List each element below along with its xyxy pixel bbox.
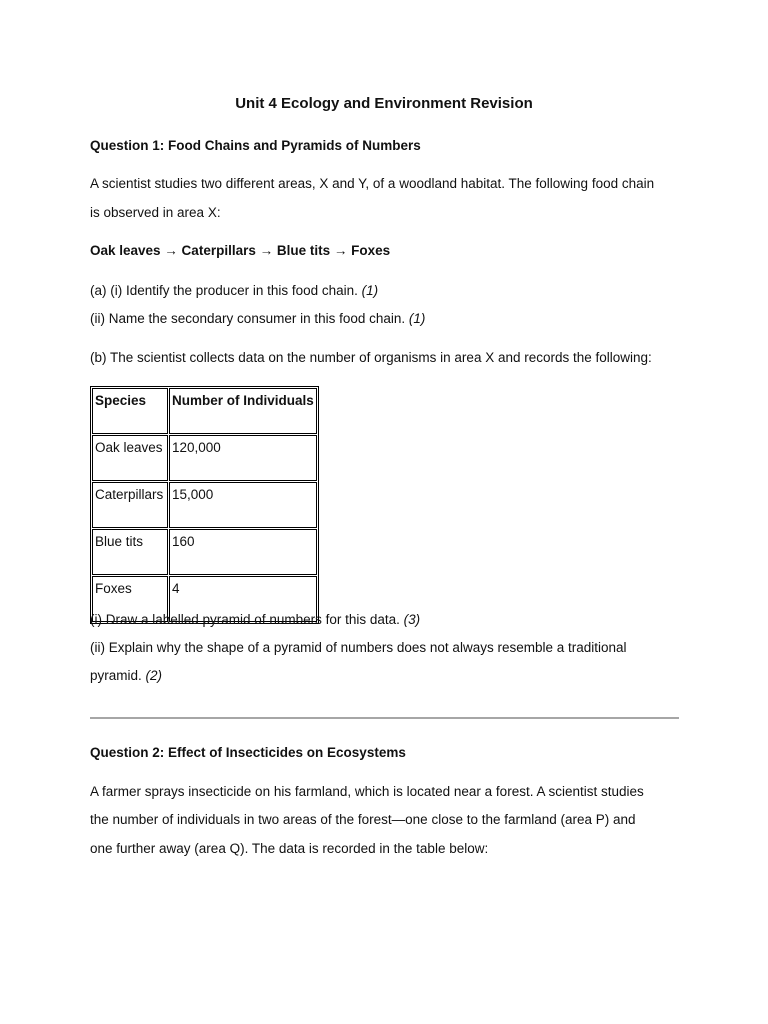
table-header-species: Species (92, 388, 168, 434)
part-a1-text: (a) (i) Identify the producer in this food chain. (90, 283, 362, 298)
part-b1-marks: (3) (403, 612, 421, 627)
part-a2-marks: (1) (408, 311, 426, 326)
organism-count-table (90, 386, 319, 624)
question1-part-b: (b) The scientist collects data on the number of organisms in area X and records the following: (90, 350, 652, 365)
question1-part-b2-line2 (90, 667, 162, 685)
part-b2-marks: (2) (145, 668, 163, 683)
table-cell-species: Foxes (92, 576, 168, 622)
question2-line2: the number of individuals in two areas of the forest—one close to the farmland (area P) and (90, 812, 636, 827)
question1-part-b2-line1: (ii) Explain why the shape of a pyramid of numbers does not always resemble a traditional (90, 640, 627, 655)
table-row (92, 435, 317, 481)
table-header-count: Number of Individuals (169, 388, 317, 434)
part-b2-text: pyramid. (90, 668, 146, 683)
table-cell-count: 15,000 (169, 482, 317, 528)
question1-part-b1 (90, 611, 420, 629)
table-header-row (92, 388, 317, 434)
document-title: Unit 4 Ecology and Environment Revision (235, 95, 533, 112)
food-chain: Oak leaves → Caterpillars → Blue tits → Foxes (90, 243, 391, 258)
question2-line1: A farmer sprays insecticide on his farmland, which is located near a forest. A scientist studies (90, 784, 644, 799)
table-cell-count: 4 (169, 576, 317, 622)
table-cell-species: Caterpillars (92, 482, 168, 528)
part-a2-text: (ii) Name the secondary consumer in this food chain. (90, 311, 409, 326)
part-a1-marks: (1) (361, 283, 379, 298)
table-cell-species: Oak leaves (92, 435, 168, 481)
table-row (92, 482, 317, 528)
question1-heading: Question 1: Food Chains and Pyramids of Numbers (90, 138, 421, 153)
question2-heading: Question 2: Effect of Insecticides on Ecosystems (90, 745, 406, 760)
table-row (92, 529, 317, 575)
part-b1-text: (i) Draw a labelled pyramid of numbers for this data. (90, 612, 404, 627)
table-cell-species: Blue tits (92, 529, 168, 575)
table-cell-count: 120,000 (169, 435, 317, 481)
question1-part-a2 (90, 310, 425, 328)
section-divider (90, 717, 679, 719)
table-cell-count: 160 (169, 529, 317, 575)
question1-part-a1 (90, 282, 378, 300)
question1-intro-line1: A scientist studies two different areas, X and Y, of a woodland habitat. The following food chain (90, 176, 655, 191)
question2-line3: one further away (area Q). The data is recorded in the table below: (90, 841, 489, 856)
question1-intro-line2: is observed in area X: (90, 205, 221, 220)
